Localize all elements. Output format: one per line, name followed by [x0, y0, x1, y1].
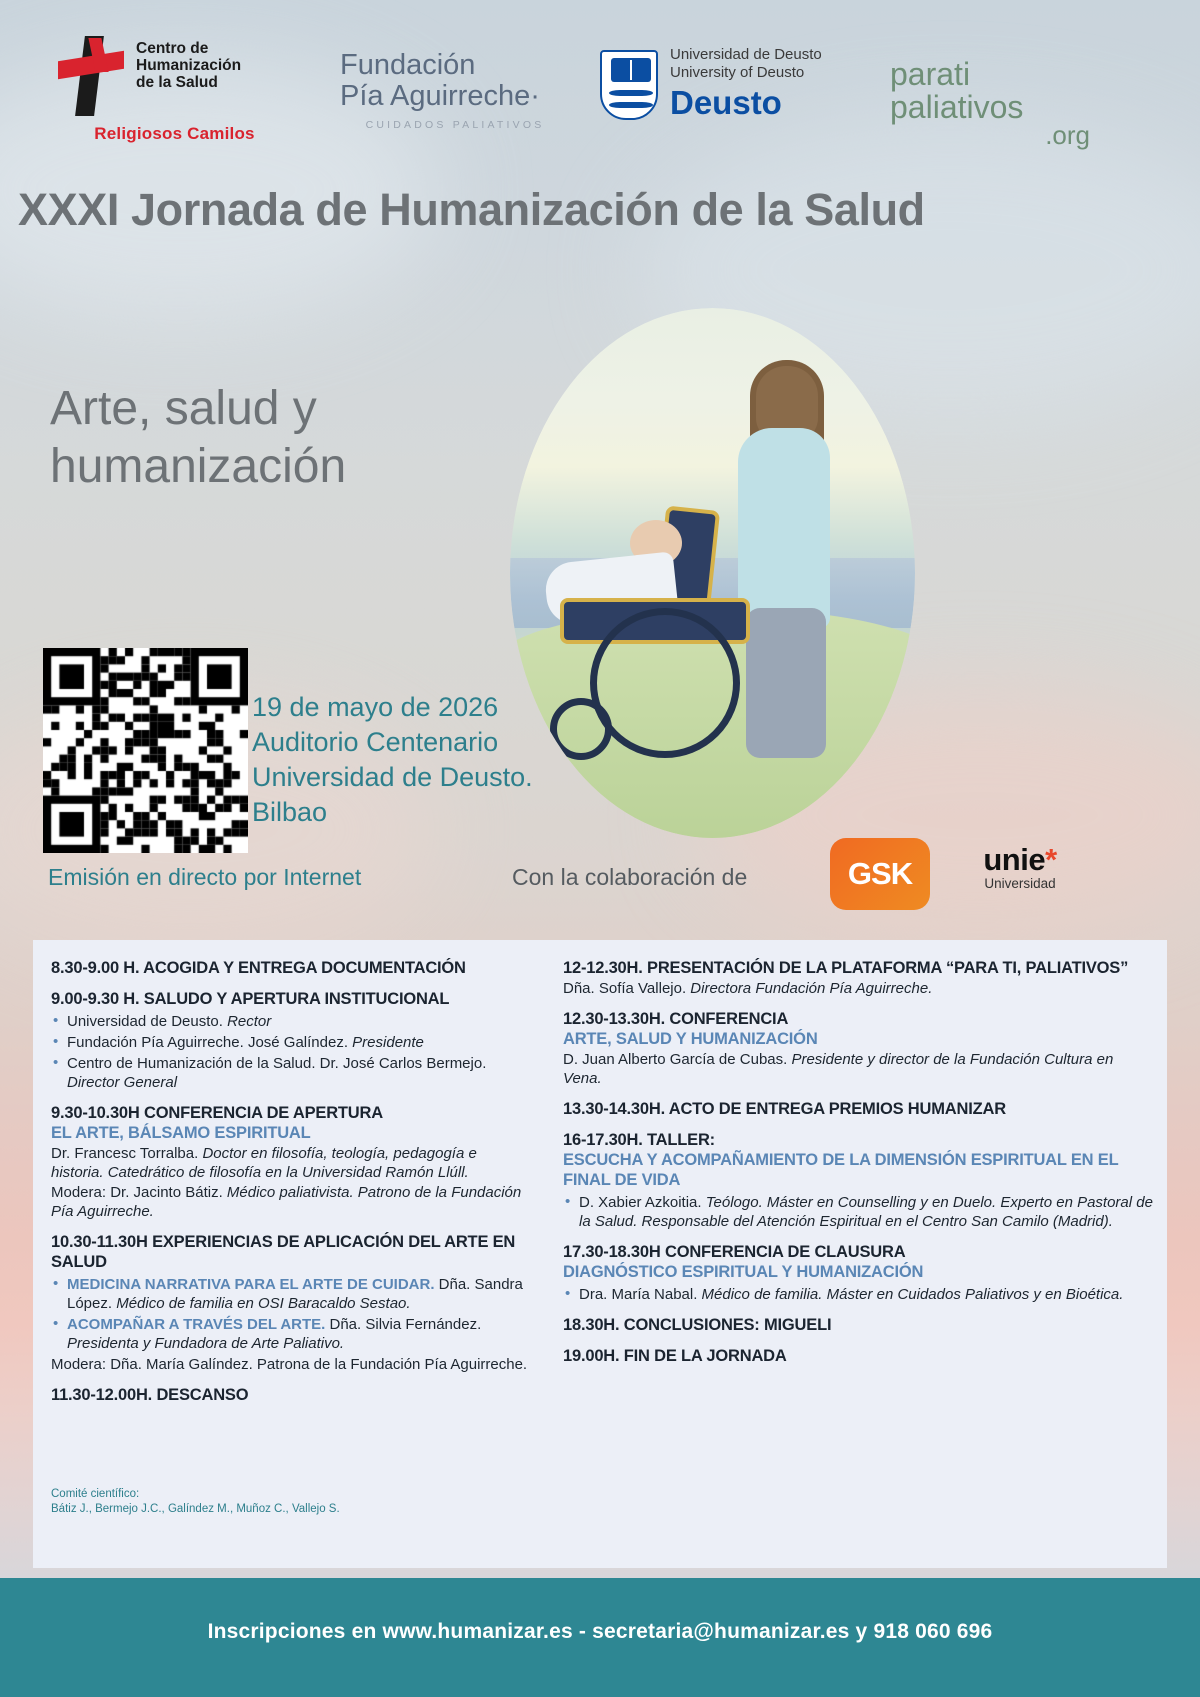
programme-slot-subheading: DIAGNÓSTICO ESPIRITUAL Y HUMANIZACIÓN — [563, 1263, 924, 1281]
speaker-name: Centro de Humanización de la Salud. Dr. José Carlos Bermejo. — [67, 1055, 487, 1072]
programme-slot-subheading: ARTE, SALUD Y HUMANIZACIÓN — [563, 1030, 818, 1048]
speaker-affiliation: Presidente — [352, 1034, 424, 1051]
speaker-name: Modera: Dr. Jacinto Bátiz. — [51, 1184, 227, 1201]
camilos-cross-icon — [58, 36, 128, 116]
parati-line2: paliativos — [890, 89, 1024, 125]
page-title: XXXI Jornada de Humanización de la Salud — [18, 184, 925, 235]
camilos-line1: Centro de — [136, 40, 209, 57]
programme-slot — [51, 1103, 529, 1221]
programme-slot-subheading: EL ARTE, BÁLSAMO ESPIRITUAL — [51, 1124, 311, 1142]
pia-line1: Fundación — [340, 49, 476, 81]
logo-centro-humanizacion — [38, 34, 293, 156]
list-item — [563, 1285, 1153, 1304]
programme-slot — [51, 1385, 529, 1405]
logo-fundacion-pia-aguirreche — [340, 50, 570, 131]
programme-bullet-list — [51, 1275, 529, 1353]
speaker-name: Universidad de Deusto. — [67, 1013, 228, 1030]
programme-slot-heading: 9.00-9.30 H. SALUDO Y APERTURA INSTITUCIONAL — [51, 990, 450, 1008]
unie-star-icon: * — [1045, 842, 1057, 877]
deusto-shield-icon — [600, 50, 658, 120]
programme-column-afternoon — [543, 940, 1167, 1568]
unie-name: unie — [983, 842, 1046, 877]
pia-line3: CUIDADOS PALIATIVOS — [365, 119, 545, 131]
programme-paragraph — [51, 1183, 529, 1221]
list-item — [51, 1033, 529, 1052]
list-item — [51, 1315, 529, 1353]
logo-gsk: GSK — [830, 838, 930, 910]
speaker-affiliation: Teólogo. Máster en Counselling y en Duelo. Experto en Pastoral de la Salud. Responsable del Atención Espiritual en el Centro San Camilo (Madrid). — [579, 1194, 1153, 1230]
programme-slot-heading: 9.30-10.30H CONFERENCIA DE APERTURA — [51, 1104, 383, 1122]
programme-slot — [51, 989, 529, 1092]
speaker-name: Dra. María Nabal. — [579, 1286, 702, 1303]
programme-slot — [51, 958, 529, 978]
speaker-name: Dña. Sandra López. — [67, 1276, 523, 1312]
programme-slot-heading: 12.30-13.30H. CONFERENCIA — [563, 1010, 789, 1028]
speaker-name: D. Xabier Azkoitia. — [579, 1194, 706, 1211]
footer-registration: Inscripciones en www.humanizar.es - secretaria@humanizar.es y 918 060 696 — [0, 1584, 1200, 1697]
list-item — [563, 1193, 1153, 1231]
parati-line1: parati — [890, 56, 971, 92]
speaker-affiliation: Médico de familia. Máster en Cuidados Paliativos y en Bioética. — [701, 1286, 1124, 1303]
list-item — [51, 1275, 529, 1313]
parati-line3: .org — [1045, 120, 1090, 150]
programme-bullet-list — [51, 1012, 529, 1092]
programme-slot — [563, 1130, 1153, 1231]
programme-slot-heading: 13.30-14.30H. ACTO DE ENTREGA PREMIOS HUMANIZAR — [563, 1100, 1006, 1118]
list-item — [51, 1012, 529, 1031]
programme-slot — [563, 1346, 1153, 1366]
programme-slot — [563, 1099, 1153, 1119]
speaker-topic: MEDICINA NARRATIVA PARA EL ARTE DE CUIDAR. — [67, 1276, 435, 1293]
programme-slot — [563, 1242, 1153, 1304]
streaming-note: Emisión en directo por Internet — [48, 864, 362, 890]
speaker-name: Modera: Dña. María Galíndez. Patrona de la Fundación Pía Aguirreche. — [51, 1356, 528, 1373]
pia-line2: Pía Aguirreche· — [340, 80, 540, 112]
programme-slot-subheading: ESCUCHA Y ACOMPAÑAMIENTO DE LA DIMENSIÓN ESPIRITUAL EN EL FINAL DE VIDA — [563, 1151, 1119, 1189]
programme-slot-heading: 17.30-18.30H CONFERENCIA DE CLAUSURA — [563, 1243, 906, 1261]
speaker-affiliation: Rector — [227, 1013, 272, 1030]
camilos-tagline: Religiosos Camilos — [94, 124, 255, 143]
speaker-affiliation: Presidente y director de la Fundación Cultura en Vena. — [563, 1051, 1114, 1087]
programme-slot — [563, 1315, 1153, 1335]
speaker-name: Fundación Pía Aguirreche. José Galíndez. — [67, 1034, 353, 1051]
event-city: Bilbao — [252, 797, 328, 827]
programme-slot — [563, 958, 1153, 998]
deusto-names — [670, 46, 822, 82]
deusto-line1: Universidad de Deusto — [670, 46, 822, 63]
programme-slot-heading: 8.30-9.00 H. ACOGIDA Y ENTREGA DOCUMENTACIÓN — [51, 959, 466, 977]
programme-paragraph — [51, 1355, 529, 1374]
speaker-topic: ACOMPAÑAR A TRAVÉS DEL ARTE. — [67, 1316, 326, 1333]
camilos-name — [136, 40, 286, 91]
programme-panel — [33, 940, 1167, 1568]
speaker-affiliation: Presidenta y Fundadora de Arte Paliativo. — [67, 1335, 345, 1352]
scientific-committee — [51, 1487, 340, 1517]
committee-label: Comité científico: — [51, 1488, 140, 1500]
logo-bar — [0, 18, 1200, 148]
speaker-affiliation: Doctor en filosofía, teología, pedagogía e historia. Catedrático de filosofía en la Universidad Ramón Llúll. — [51, 1145, 477, 1181]
camilos-line3: de la Salud — [136, 74, 218, 91]
speaker-name: D. Juan Alberto García de Cubas. — [563, 1051, 792, 1068]
event-venue: Auditorio Centenario — [252, 727, 499, 757]
speaker-name: Dña. Silvia Fernández. — [325, 1316, 482, 1333]
programme-slot-heading: 11.30-12.00H. DESCANSO — [51, 1386, 249, 1404]
page-subtitle: Arte, salud y humanización — [50, 382, 347, 493]
programme-paragraph — [563, 979, 1153, 998]
logo-unie — [955, 842, 1085, 891]
qr-code[interactable] — [43, 648, 248, 853]
programme-slot-heading: 10.30-11.30H EXPERIENCIAS DE APLICACIÓN DEL ARTE EN SALUD — [51, 1233, 516, 1271]
event-details — [252, 690, 582, 830]
speaker-name: Dña. Sofía Vallejo. — [563, 980, 691, 997]
speaker-affiliation: Médico de familia en OSI Baracaldo Sestao. — [116, 1295, 411, 1312]
programme-bullet-list — [563, 1285, 1153, 1304]
programme-slot-heading: 12-12.30H. PRESENTACIÓN DE LA PLATAFORMA “PARA TI, PALIATIVOS” — [563, 959, 1129, 977]
programme-paragraph — [563, 1050, 1153, 1088]
speaker-name: Dr. Francesc Torralba. — [51, 1145, 203, 1162]
programme-slot-heading: 19.00H. FIN DE LA JORNADA — [563, 1347, 787, 1365]
speaker-affiliation: Directora Fundación Pía Aguirreche. — [690, 980, 933, 997]
event-institution: Universidad de Deusto. — [252, 762, 533, 792]
list-item — [51, 1054, 529, 1092]
programme-column-morning — [33, 940, 543, 1568]
programme-slot — [51, 1232, 529, 1374]
deusto-line2: University of Deusto — [670, 64, 805, 81]
deusto-wordmark: Deusto — [670, 84, 782, 121]
speaker-affiliation: Médico paliativista. Patrono de la Fundación Pía Aguirreche. — [51, 1184, 522, 1220]
programme-paragraph — [51, 1144, 529, 1182]
programme-slot — [563, 1009, 1153, 1088]
collaboration-label: Con la colaboración de — [512, 864, 748, 890]
unie-sub: Universidad — [984, 876, 1056, 891]
event-date: 19 de mayo de 2026 — [252, 692, 499, 722]
programme-bullet-list — [563, 1193, 1153, 1231]
logo-paratipaliativos — [890, 58, 1090, 151]
programme-slot-heading: 16-17.30H. TALLER: — [563, 1131, 715, 1149]
camilos-line2: Humanización — [136, 57, 242, 74]
speaker-affiliation: Director General — [67, 1074, 178, 1091]
programme-slot-heading: 18.30H. CONCLUSIONES: MIGUELI — [563, 1316, 832, 1334]
committee-members: Bátiz J., Bermejo J.C., Galíndez M., Muñoz C., Vallejo S. — [51, 1503, 340, 1515]
